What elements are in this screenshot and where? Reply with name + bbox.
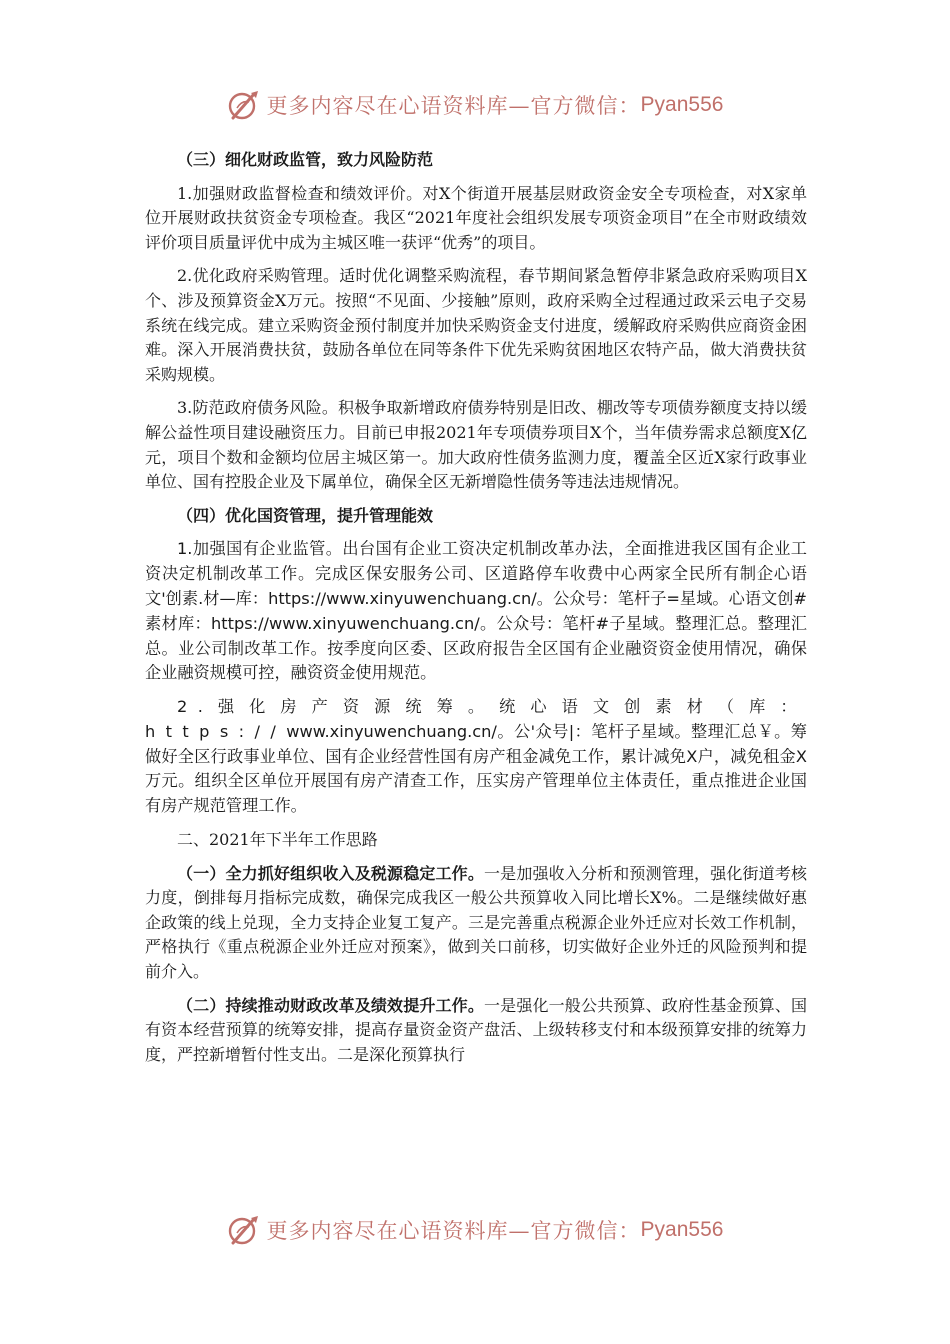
paragraph-3-2: 2.优化政府采购管理。适时优化调整采购流程，春节期间紧急暂停非紧急政府采购项目X个、涉及预算资金X万元。按照“不见面、少接触”原则，政府采购全过程通过政采云电子交易系统在线完成。建立采购资金预付制度并加快采购资金支付进度，缓解政府采购供应商资金困难。深入开展消费扶贫，鼓励各单位在同等条件下优先采购贫困地区农特产品，做大消费扶贫采购规模。	[145, 266, 807, 384]
paragraph-2-1-body: 一是加强收入分析和预测管理，强化街道考核力度，倒排每月指标完成数，确保完成我区一般公共预算收入同比增长X%。二是继续做好惠企政策的线上兑现，全力支持企业复工复产。三是完善重点税源企业外迁应对长效工作机制，严格执行《重点税源企业外迁应对预案》，做到关口前移，切实做好企业外迁的风险预判和提前介入。	[145, 863, 807, 982]
paragraph-4-2-rest: www.xinyuwenchuang.cn/。公'众号|：笔杆子星域。整理汇总￥。筹做好全区行政事业单位、国有企业经营性国有房产租金减免工作，累计减免X户，减免租金X万元。组织全区单位开展国有房产清查工作，压实房产管理单位主体责任，重点推进企业国有房产规范管理工作。	[145, 721, 807, 816]
paragraph-4-2-spaced: 2.强化房产资源统筹。统心语文创素材（库：https://	[145, 697, 807, 741]
section-heading-3: （三）细化财政监管，致力风险防范	[177, 150, 434, 169]
paragraph-2-1-lead: （一）全力抓好组织收入及税源稳定工作。	[177, 863, 484, 883]
top-banner[interactable]	[0, 85, 950, 125]
paragraph-2-2-lead: （二）持续推动财政改革及绩效提升工作。	[177, 995, 484, 1015]
banner-wechat-id: Pyan556	[640, 1218, 724, 1241]
banner-text: 更多内容尽在心语资料库—官方微信：	[266, 1219, 641, 1243]
paragraph-3-1: 1.加强财政监督检查和绩效评价。对X个街道开展基层财政资金安全专项检查，对X家单位开展财政扶贫资金专项检查。我区“2021年度社会组织发展专项资金项目”在全市财政绩效评价项目质量评优中成为主城区唯一获评“优秀”的项目。	[145, 183, 807, 252]
part-two-heading: 二、2021年下半年工作思路	[177, 830, 378, 850]
banner-wechat-id: Pyan556	[640, 93, 724, 116]
paragraph-2-2-body: 一是强化一般公共预算、政府性基金预算、国有资本经营预算的统筹安排，提高存量资金资产盘活、上级转移支付和本级预算安排的统筹力度，严控新增暂付性支出。二是深化预算执行	[145, 995, 807, 1064]
section-heading-4: （四）优化国资管理，提升管理能效	[177, 505, 434, 525]
paragraph-4-2	[145, 695, 807, 819]
paragraph-3-3: 3.防范政府债务风险。积极争取新增政府债券特别是旧改、棚改等专项债券额度支持以缓解公益性项目建设融资压力。目前已申报2021年专项债券项目X个，当年债券需求总额度X亿元，项目个数和金额均位居主城区第一。加大政府性债务监测力度，覆盖全区近X家行政事业单位、国有控股企业及下属单位，确保全区无新增隐性债务等违法违规情况。	[145, 398, 807, 492]
banner-text: 更多内容尽在心语资料库—官方微信：	[266, 94, 641, 118]
paragraph-4-1: 1.加强国有企业监管。出台国有企业工资决定机制改革办法，全面推进我区国有企业工资决定机制改革工作。完成区保安服务公司、区道路停车收费中心两家全民所有制企心语文'创素.材—库：https://www.xinyuwenchuang.cn/。公众号：笔杆子=星域。心语文创#素材库：https://www.xinyuwenchuang.cn/。公众号：笔杆#子星域。整理汇总。整理汇总。业公司制改革工作。按季度向区委、区政府报告全区国有企业融资资金使用情况，确保企业融资规模可控，融资资金使用规范。	[145, 539, 807, 683]
pen-logo-icon	[227, 1213, 261, 1247]
pen-logo-icon	[227, 88, 261, 122]
document-body	[145, 148, 807, 1076]
paragraph-2-1	[145, 862, 807, 985]
paragraph-2-2	[145, 994, 807, 1068]
bottom-banner[interactable]	[0, 1210, 950, 1250]
